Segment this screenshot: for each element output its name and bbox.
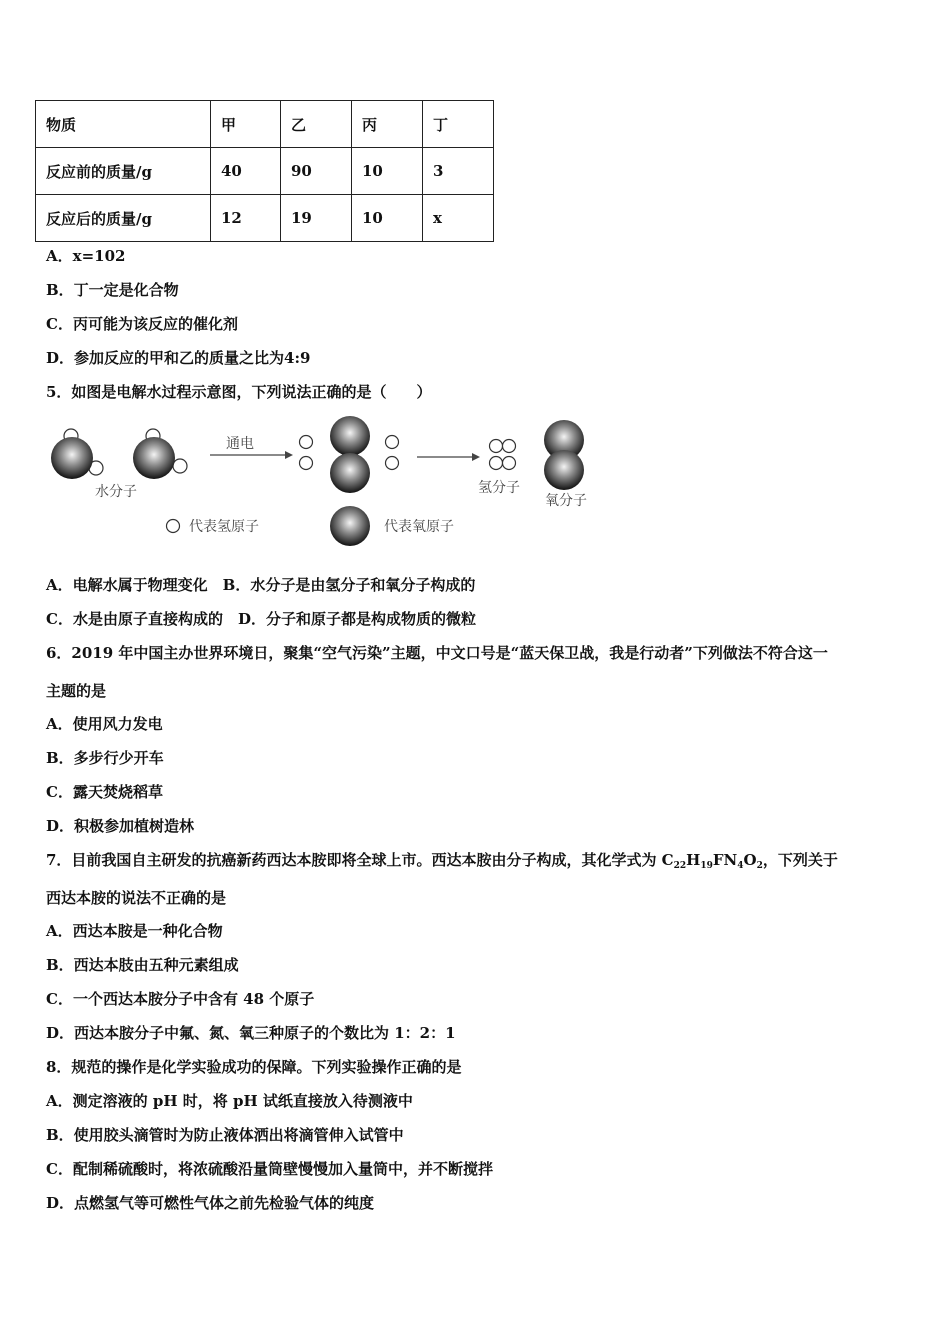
water-molecule-icon <box>133 429 187 479</box>
hydrogen-molecule-icon <box>490 440 516 470</box>
table-cell: 19 <box>281 195 352 242</box>
table-header-row <box>36 101 494 148</box>
formula-subscript: 22 <box>673 861 687 871</box>
formula-part: H <box>686 851 701 869</box>
table-cell: 丙 <box>352 101 423 148</box>
q4-option-a: A．x=102 <box>46 247 126 265</box>
q5-options-line-2: C．水是由原子直接构成的 D．分子和原子都是构成物质的微粒 <box>46 610 476 628</box>
table-cell: x <box>423 195 494 242</box>
q6-stem-continued: 主题的是 <box>46 682 107 700</box>
q7-option-a: A．西达本胺是一种化合物 <box>46 922 223 940</box>
table-cell: 90 <box>281 148 352 195</box>
formula-subscript: 19 <box>700 861 713 871</box>
table-cell: 12 <box>211 195 281 242</box>
table-cell: 乙 <box>281 101 352 148</box>
table-cell: 丁 <box>423 101 494 148</box>
legend-oxygen-label: 代表氧原子 <box>384 519 454 535</box>
q6-option-b: B．多步行少开车 <box>46 749 164 767</box>
formula-part: O <box>743 851 757 869</box>
q8-stem: 8．规范的操作是化学实验成功的保障。下列实验操作正确的是 <box>46 1058 462 1076</box>
table-cell: 40 <box>211 148 281 195</box>
hydrogen-molecule-label: 氢分子 <box>478 480 520 496</box>
mass-table <box>35 100 494 242</box>
table-cell: 甲 <box>211 101 281 148</box>
q4-option-c: C．丙可能为该反应的催化剂 <box>46 315 238 333</box>
formula-part: FN <box>712 851 738 869</box>
q8-option-a: A．测定溶液的 pH 时，将 pH 试纸直接放入待测液中 <box>46 1092 413 1110</box>
q8-option-c: C．配制稀硫酸时，将浓硫酸沿量筒壁慢慢加入量筒中，并不断搅拌 <box>46 1160 493 1178</box>
table-row <box>36 195 494 242</box>
reaction-arrow-icon <box>417 453 480 461</box>
q4-option-b: B．丁一定是化合物 <box>46 281 179 299</box>
q7-stem <box>46 850 838 876</box>
oxygen-atom-icon <box>330 416 370 493</box>
q7-option-b: B．西达本肢由五种元素组成 <box>46 956 239 974</box>
q7-stem-continued: 西达本胺的说法不正确的是 <box>46 889 227 907</box>
arrow-label: 通电 <box>226 436 254 452</box>
q7-option-d: D．西达本胺分子中氟、氮、氧三种原子的个数比为 1：2：1 <box>46 1024 456 1042</box>
legend-hydrogen-label: 代表氢原子 <box>189 519 259 535</box>
table-cell: 反应后的质量/g <box>36 195 211 242</box>
oxygen-molecule-icon <box>544 420 584 490</box>
table-cell: 反应前的质量/g <box>36 148 211 195</box>
oxygen-molecule-label: 氧分子 <box>545 493 587 509</box>
table-cell: 10 <box>352 195 423 242</box>
q7-stem-text-end: ，下列关于 <box>762 851 838 869</box>
table-row <box>36 148 494 195</box>
q6-option-a: A．使用风力发电 <box>46 715 163 733</box>
electrolysis-diagram <box>40 412 620 552</box>
hydrogen-atom-legend-icon <box>167 520 180 533</box>
q7-option-c: C．一个西达本胺分子中含有 48 个原子 <box>46 990 315 1008</box>
q7-stem-text: 7．目前我国自主研发的抗癌新药西达本胺即将全球上市。西达本胺由分子构成，其化学式为 C <box>46 851 674 869</box>
reaction-arrow-icon <box>210 451 293 459</box>
q8-option-b: B．使用胶头滴管时为防止液体洒出将滴管伸入试管中 <box>46 1126 404 1144</box>
q5-stem: 5．如图是电解水过程示意图，下列说法正确的是（ ） <box>46 383 432 401</box>
oxygen-atom-legend-icon <box>330 506 370 546</box>
q6-stem: 6．2019 年中国主办世界环境日，聚集“空气污染”主题，中文口号是“蓝天保卫战，我是行动者”下列做法不符合这一 <box>46 644 828 662</box>
table-cell: 3 <box>423 148 494 195</box>
q5-options-line-1: A．电解水属于物理变化 B．水分子是由氢分子和氧分子构成的 <box>46 576 476 594</box>
table-cell: 物质 <box>36 101 211 148</box>
water-molecule-icon <box>51 429 103 479</box>
q6-option-d: D．积极参加植树造林 <box>46 817 195 835</box>
formula-subscript: 2 <box>756 861 763 871</box>
formula-subscript: 4 <box>737 861 744 871</box>
table-cell: 10 <box>352 148 423 195</box>
water-molecule-label: 水分子 <box>95 484 137 500</box>
q8-option-d: D．点燃氢气等可燃性气体之前先检验气体的纯度 <box>46 1194 375 1212</box>
q6-option-c: C．露天焚烧稻草 <box>46 783 163 801</box>
q4-option-d: D．参加反应的甲和乙的质量之比为4:9 <box>46 349 311 367</box>
